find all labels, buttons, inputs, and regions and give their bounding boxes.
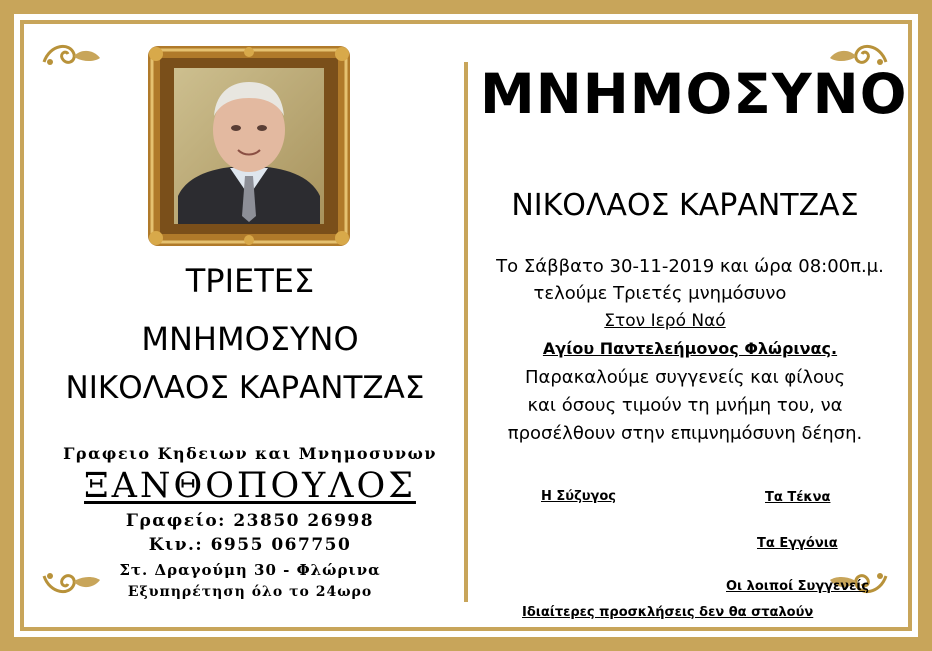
signature-relatives: Οι λοιποί Συγγενείς: [726, 579, 870, 594]
invitation-line-2: και όσους τιμούν τη μνήμη του, να: [527, 395, 843, 416]
ornament-top-left-icon: [40, 40, 104, 70]
funeral-office-heading: Γραφειο Κηδειων και Μνημοσυνων: [63, 444, 437, 463]
church-line-2: Αγίου Παντελεήμονος Φλώρινας.: [542, 339, 838, 358]
invitation-line-1: Παρακαλούμε συγγενείς και φίλους: [524, 367, 846, 388]
church-line-1: Στον Ιερό Ναό: [604, 311, 726, 331]
service-date-line: Το Σάββατο 30-11-2019 και ώρα 08:00π.μ.: [496, 256, 884, 277]
right-deceased-name: ΝΙΚΟΛΑΟΣ ΚΑΡΑΝΤΖΑΣ: [511, 188, 859, 223]
office-mobile: Κιν.: 6955 067750: [148, 535, 352, 555]
portrait-photo: [148, 46, 350, 246]
vertical-divider: [464, 62, 468, 602]
footer-no-invitations: Ιδιαίτερες προσκλήσεις δεν θα σταλούν: [522, 605, 814, 620]
office-address: Στ. Δραγούμη 30 - Φλώρινα: [119, 561, 381, 579]
office-hours: Εξυπηρέτηση όλο το 24ωρο: [127, 584, 373, 600]
signature-children: Τα Τέκνα: [765, 490, 831, 505]
invitation-line-3: προσέλθουν στην επιμνημόσυνη δέηση.: [507, 423, 863, 444]
signature-spouse: Η Σύζυγος: [541, 489, 617, 504]
office-phone: Γραφείο: 23850 26998: [125, 511, 375, 531]
left-title-mnimosyno: ΜΝΗΜΟΣΥΝΟ: [141, 320, 359, 358]
left-title-trietes: ΤΡΙΕΤΕΣ: [185, 262, 315, 300]
signature-grandchildren: Τα Εγγόνια: [757, 536, 838, 551]
service-type-line: τελούμε Τριετές μνημόσυνο: [533, 283, 787, 304]
left-deceased-name: ΝΙΚΟΛΑΟΣ ΚΑΡΑΝΤΖΑΣ: [65, 370, 425, 406]
right-title-mnimosyno: ΜΝΗΜΟΣΥΝΟ: [480, 62, 908, 126]
funeral-office-brand: ΞΑΝΘΟΠΟΥΛΟΣ: [84, 466, 416, 506]
